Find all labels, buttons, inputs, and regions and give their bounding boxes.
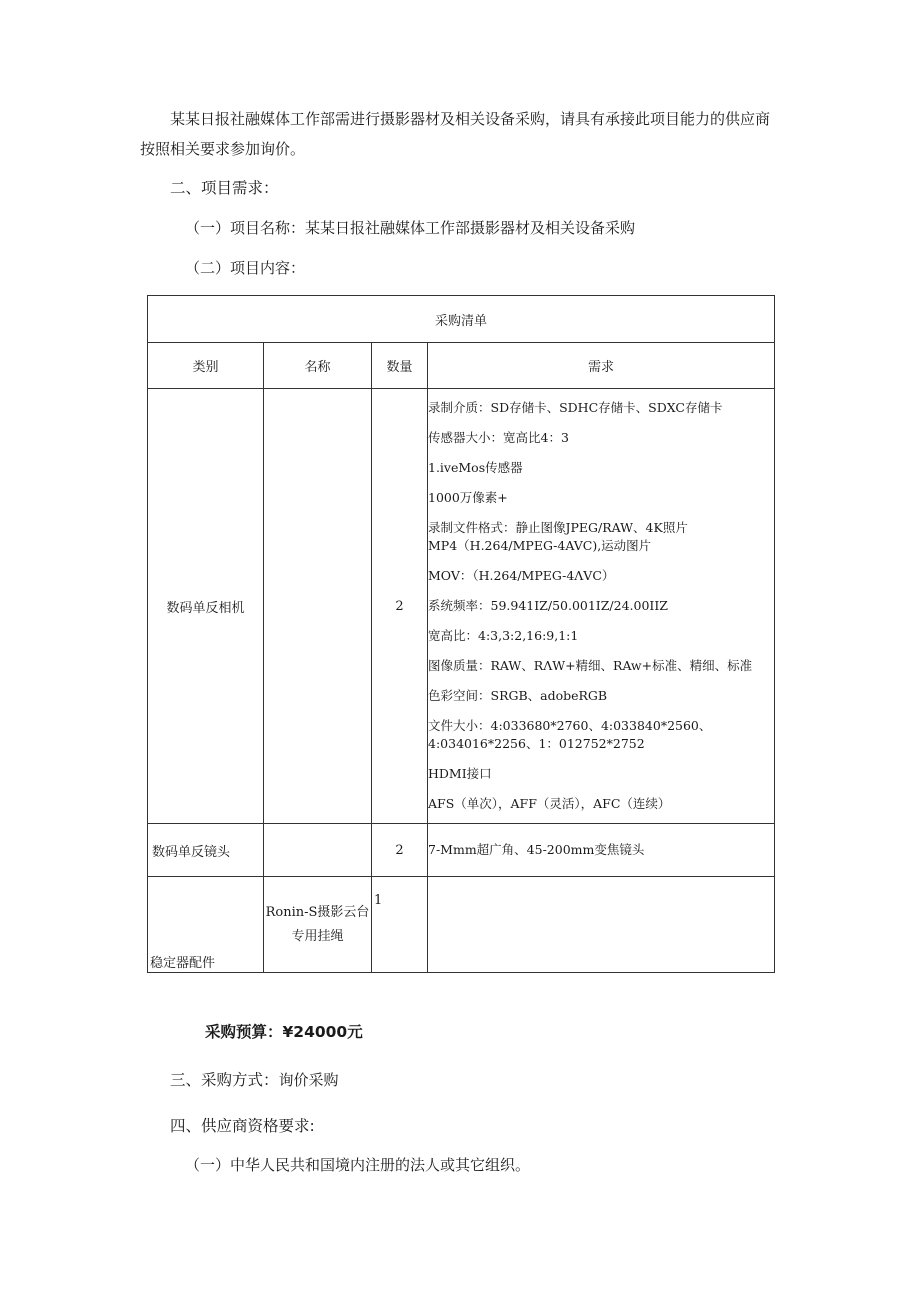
section4-heading: 四、供应商资格要求: (170, 1117, 315, 1135)
row-category: 稳定器配件 (148, 877, 264, 973)
requirement-line: MOV：（H.264/MPEG-4ΛVC） (428, 568, 615, 583)
requirement-line: MP4（H.264/MPEG-4AVC),运动图片 (428, 538, 652, 553)
row-requirements (428, 824, 775, 877)
requirement-line: HDMI接口 (428, 766, 492, 781)
project-content-line: （二）项目内容： (185, 259, 306, 277)
qualification-item-1: （一）中华人民共和国境内注册的法人或其它组织。 (185, 1156, 531, 1174)
row-name-line: Ronin-S摄影云台 (265, 904, 370, 920)
row-category: 数码单反相机 (148, 389, 264, 824)
requirement-line: 录制介质：SD存储卡、SDHC存储卡、SDXC存储卡 (428, 400, 723, 415)
table-row (148, 389, 775, 824)
section3-heading: 三、采购方式： (170, 1071, 279, 1089)
header-requirements: 需求 (428, 343, 775, 389)
section2-heading: 二、项目需求： (170, 179, 279, 197)
project-name-line: （一）项目名称：某某日报社融媒体工作部摄影器材及相关设备采购 (185, 219, 636, 237)
requirement-line: 宽高比：4:3,3:2,16:9,1:1 (428, 628, 579, 643)
requirement-line: 色彩空间：SRGB、adobeRGB (428, 688, 608, 703)
intro-paragraph: 某某日报社融媒体工作部需进行摄影器材及相关设备采购，请具有承接此项目能力的供应商按照相关要求参加询价。 (140, 110, 771, 158)
requirement-line: AFS（单次），AFF（灵活），AFC（连续） (428, 796, 671, 811)
header-category: 类别 (148, 343, 264, 389)
requirement-line: 录制文件格式：静止图像JPEG/RAW、4K照片 (428, 520, 688, 535)
requirement-line: 文件大小：4:033680*2760、4:033840*2560、 (428, 718, 712, 733)
procurement-table (147, 295, 775, 973)
requirement-line: 图像质量：RAW、RΛW+精细、RAw+标准、精细、标准 (428, 658, 753, 673)
table-header-row (148, 343, 775, 389)
requirement-line: 传感器大小：宽高比4：3 (428, 430, 569, 445)
requirement-line: 1000万像素+ (428, 490, 508, 505)
row-requirements (428, 389, 775, 824)
row-name (264, 877, 372, 973)
header-quantity: 数量 (372, 343, 428, 389)
row-quantity: 2 (372, 389, 428, 824)
row-category: 数码单反镜头 (148, 824, 264, 877)
row-quantity: 2 (372, 824, 428, 877)
budget-line: 采购预算：¥24000元 (205, 1023, 363, 1041)
row-name-line: 专用挂绳 (291, 928, 344, 944)
row-name (264, 389, 372, 824)
requirement-line: 系统频率：59.941IZ/50.001IZ/24.00IIZ (428, 598, 668, 613)
table-row (148, 877, 775, 973)
header-name: 名称 (264, 343, 372, 389)
requirement-line: 4:034016*2256、1：012752*2752 (428, 736, 645, 751)
table-row (148, 824, 775, 877)
row-name (264, 824, 372, 877)
table-caption: 采购清单 (148, 296, 775, 343)
section3-value: 询价采购 (278, 1071, 339, 1089)
requirement-line: 7-Mmm超广角、45-200mm变焦镜头 (428, 842, 645, 857)
row-requirements (428, 877, 775, 973)
requirement-line: 1.iveMos传感器 (428, 460, 523, 475)
row-quantity: 1 (372, 877, 428, 973)
section3-line (170, 1066, 339, 1094)
